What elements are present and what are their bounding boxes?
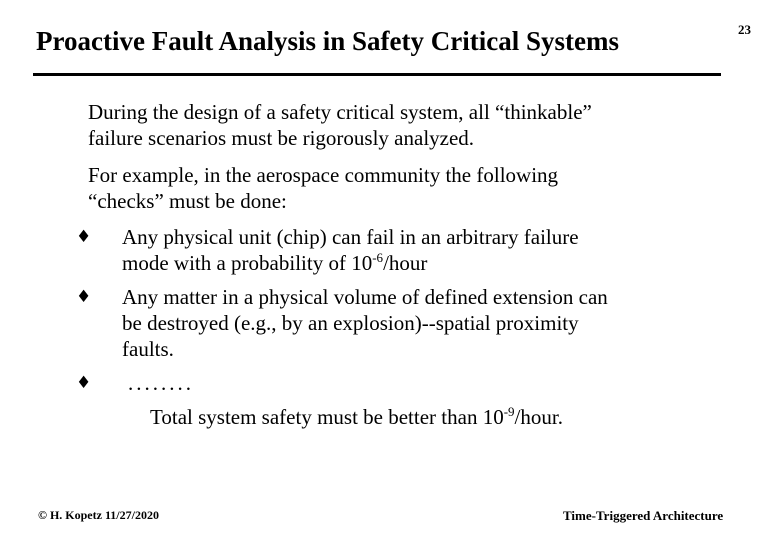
bullet-line bbox=[122, 250, 579, 276]
bullet-text: ........ bbox=[128, 371, 194, 395]
paragraph-design-analysis bbox=[88, 99, 592, 151]
bullet-line: Any matter in a physical volume of defined extension can bbox=[122, 285, 608, 309]
title-divider bbox=[33, 73, 721, 76]
bullet-line-unit: /hour bbox=[383, 251, 428, 275]
bullet-line: faults. bbox=[122, 337, 174, 361]
conclusion-unit: /hour. bbox=[514, 405, 563, 429]
page-number: 23 bbox=[738, 22, 751, 37]
bullet-line: Any physical unit (chip) can fail in an arbitrary failure bbox=[122, 225, 579, 249]
diamond-bullet-icon: ♦ bbox=[76, 287, 92, 307]
conclusion-statement bbox=[150, 404, 563, 430]
bullet-line-text: mode with a probability of 10 bbox=[122, 251, 373, 275]
paragraph-line: During the design of a safety critical system, all “thinkable” bbox=[88, 100, 592, 124]
bullet-line: be destroyed (e.g., by an explosion)--spatial proximity bbox=[122, 311, 579, 335]
paragraph-line: “checks” must be done: bbox=[88, 189, 287, 213]
paragraph-line: failure scenarios must be rigorously analyzed. bbox=[88, 126, 475, 150]
exponent: -6 bbox=[372, 250, 384, 265]
paragraph-line: For example, in the aerospace community the following bbox=[88, 163, 559, 187]
exponent: -9 bbox=[503, 404, 515, 419]
diamond-bullet-icon: ♦ bbox=[76, 373, 92, 393]
footer-course-title: Time-Triggered Architecture bbox=[563, 508, 724, 523]
conclusion-text: Total system safety must be better than 10 bbox=[150, 405, 504, 429]
paragraph-aerospace-checks bbox=[88, 162, 558, 214]
bullet-text bbox=[122, 284, 608, 362]
diamond-bullet-icon: ♦ bbox=[76, 227, 92, 247]
footer-copyright: © H. Kopetz 11/27/2020 bbox=[38, 508, 159, 522]
slide-title: Proactive Fault Analysis in Safety Critical Systems bbox=[36, 26, 619, 56]
bullet-text bbox=[122, 224, 579, 276]
